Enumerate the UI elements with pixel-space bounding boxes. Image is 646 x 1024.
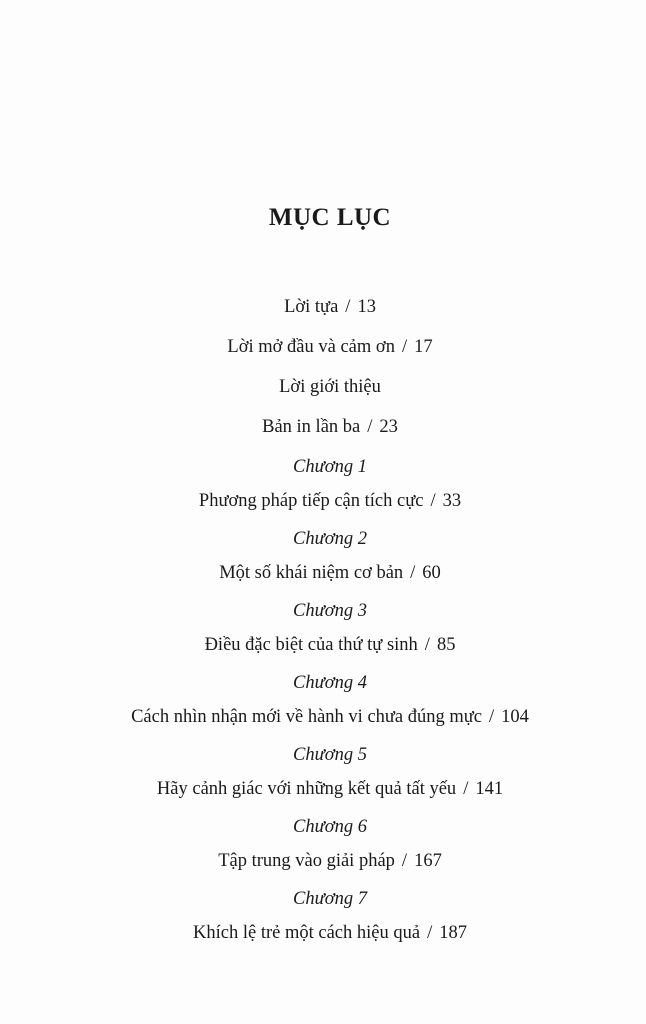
chapter-entry (14, 847, 646, 885)
chapter-number: Chương 7 (293, 889, 367, 909)
chapter-number: Chương 4 (293, 673, 367, 693)
entry-separator: / (345, 297, 351, 317)
chapter-number: Chương 6 (293, 817, 367, 837)
chapter-entry (14, 919, 646, 957)
chapter-entry (14, 703, 646, 741)
toc-entry (14, 333, 646, 373)
entry-label: Cách nhìn nhận mới về hành vi chưa đúng mực (131, 707, 483, 727)
chapter-number: Chương 2 (293, 529, 367, 549)
entry-label: Tập trung vào giải pháp (218, 851, 395, 871)
page-title: MỤC LỤC (268, 204, 392, 231)
entry-label: Lời giới thiệu (279, 377, 381, 397)
entry-separator: / (489, 707, 495, 727)
entry-label: Hãy cảnh giác với những kết quả tất yếu (156, 779, 457, 799)
chapter-entry (14, 487, 646, 525)
chapter-number: Chương 3 (293, 601, 367, 621)
chapter-entry (14, 775, 646, 813)
toc-entry (14, 373, 646, 413)
entry-page-number: 141 (475, 779, 504, 799)
toc-entry (14, 413, 646, 453)
chapter-entry (14, 631, 646, 669)
entry-label: Lời tựa (284, 297, 339, 317)
entry-page-number: 33 (442, 491, 462, 511)
entry-page-number: 13 (357, 297, 376, 317)
entry-page-number: 187 (439, 923, 467, 943)
entry-page-number: 104 (501, 707, 529, 727)
entry-separator: / (410, 563, 416, 583)
entry-label: Lời mở đầu và cảm ơn (227, 337, 395, 357)
entry-page-number: 60 (422, 563, 441, 583)
entry-page-number: 17 (414, 337, 433, 357)
table-of-contents (14, 293, 646, 957)
entry-separator: / (430, 491, 436, 511)
entry-separator: / (367, 417, 373, 437)
entry-separator: / (463, 779, 469, 799)
entry-page-number: 167 (414, 851, 442, 871)
entry-separator: / (401, 851, 408, 871)
entry-separator: / (427, 923, 433, 943)
toc-entry (14, 293, 646, 333)
entry-label: Bản in lần ba (262, 417, 361, 437)
entry-page-number: 23 (379, 417, 398, 437)
entry-label: Một số khái niệm cơ bản (219, 563, 404, 583)
entry-label: Phương pháp tiếp cận tích cực (198, 491, 424, 511)
entry-separator: / (401, 337, 408, 357)
chapter-number: Chương 5 (293, 745, 367, 765)
chapter-number: Chương 1 (293, 457, 367, 477)
chapter-entry (14, 559, 646, 597)
entry-label: Điều đặc biệt của thứ tự sinh (204, 635, 418, 655)
entry-page-number: 85 (436, 635, 456, 655)
entry-label: Khích lệ trẻ một cách hiệu quả (193, 923, 421, 943)
entry-separator: / (424, 635, 430, 655)
